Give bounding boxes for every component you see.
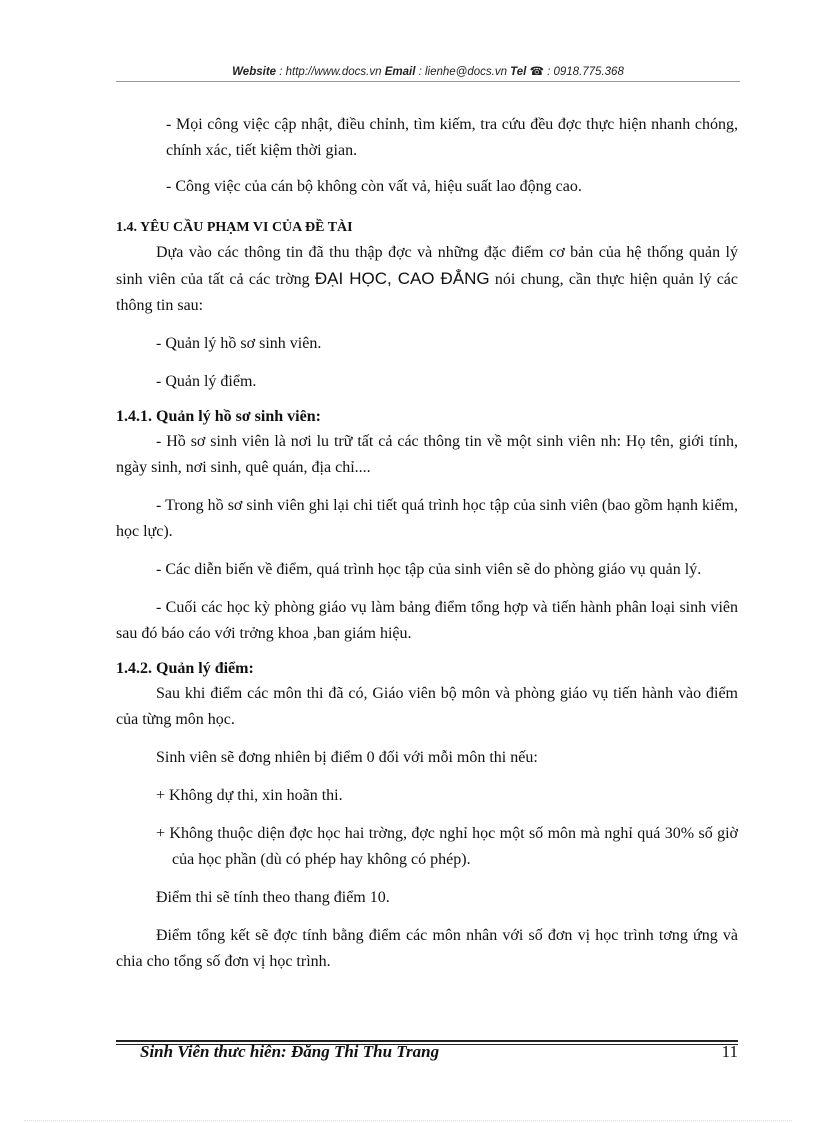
- subsection-heading: 1.4.2. Quản lý điểm:: [116, 660, 254, 677]
- list-item: - Quản lý điểm.: [156, 373, 257, 390]
- institution-type-text: ĐẠI HỌC, CAO ĐẲNG: [314, 269, 490, 288]
- paragraph: - Các diễn biến về điểm, quá trình học tập của sinh viên sẽ do phòng giáo vụ quản lý.: [156, 561, 702, 578]
- paragraph: - Hồ sơ sinh viên là nơi lu trữ tất cả các thông tin về một sinh viên nh: Họ tên, giới tính, ngày sinh, nơi sinh, quê quán, địa chỉ....: [116, 433, 738, 476]
- paragraph: - Cuối các học kỳ phòng giáo vụ làm bảng điểm tổng hợp và tiến hành phân loại sinh viên sau đó báo cáo với trởng khoa ,ban giám hiệu.: [116, 599, 738, 642]
- email-label: Email: [384, 66, 416, 78]
- section-heading: 1.4. YÊU CẦU PHẠM VI CỦA ĐỀ TÀI: [116, 220, 353, 235]
- paragraph: Điểm thi sẽ tính theo thang điểm 10.: [156, 889, 390, 906]
- list-item: - Quản lý hồ sơ sinh viên.: [156, 335, 322, 352]
- website-value: : http://www.docs.vn: [276, 66, 385, 78]
- footer-author: Sinh Viên thưc hiên: Đăng Thi Thu Trang: [140, 1042, 440, 1061]
- paragraph-text: Dựa vào các thông tin đã thu thập đợc và những đặc điểm cơ bản của hệ thống quản lý sinh viên của tất cả các trờng: [116, 244, 738, 288]
- paragraph: Điểm tổng kết sẽ đợc tính bằng điểm các môn nhân với số đơn vị học trình tơng ứng và chia cho tổng số đơn vị học trình.: [116, 927, 738, 970]
- tel-value: : 0918.775.368: [543, 66, 624, 78]
- header-divider: [116, 81, 740, 82]
- bullet-paragraph: - Công việc của cán bộ không còn vất vả, hiệu suất lao động cao.: [166, 178, 582, 195]
- list-item: + Không dự thi, xin hoãn thi.: [156, 787, 343, 804]
- document-body: [116, 112, 738, 975]
- phone-icon: ☎: [529, 66, 544, 78]
- paragraph-text: nói chung, cần thực hiện quản lý các thông tin sau:: [116, 271, 738, 314]
- tel-label: Tel: [510, 66, 527, 78]
- website-label: Website: [232, 66, 277, 78]
- email-value: : lienhe@docs.vn: [415, 66, 511, 78]
- subsection-heading: 1.4.1. Quản lý hồ sơ sinh viên:: [116, 408, 321, 425]
- list-item: + Không thuộc diện đợc học hai trờng, đợc nghỉ học một số môn mà nghỉ quá 30% số giờ của học phần (dù có phép hay không có phép).: [156, 825, 738, 868]
- page-header: [116, 64, 740, 78]
- page-edge-divider: [24, 1120, 792, 1121]
- paragraph: - Trong hồ sơ sinh viên ghi lại chi tiết quá trình học tập của sinh viên (bao gồm hạnh kiểm, học lực).: [116, 497, 738, 540]
- paragraph: [116, 240, 738, 319]
- bullet-paragraph: - Mọi công việc cập nhật, điều chỉnh, tìm kiếm, tra cứu đều đợc thực hiện nhanh chóng, chính xác, tiết kiệm thời gian.: [166, 116, 738, 159]
- page-footer: [140, 1042, 738, 1062]
- paragraph: Sinh viên sẽ đơng nhiên bị điểm 0 đối với mỗi môn thi nếu:: [156, 749, 538, 766]
- page-number: 11: [721, 1042, 738, 1061]
- paragraph: Sau khi điểm các môn thi đã có, Giáo viên bộ môn và phòng giáo vụ tiến hành vào điểm của từng môn học.: [116, 685, 738, 728]
